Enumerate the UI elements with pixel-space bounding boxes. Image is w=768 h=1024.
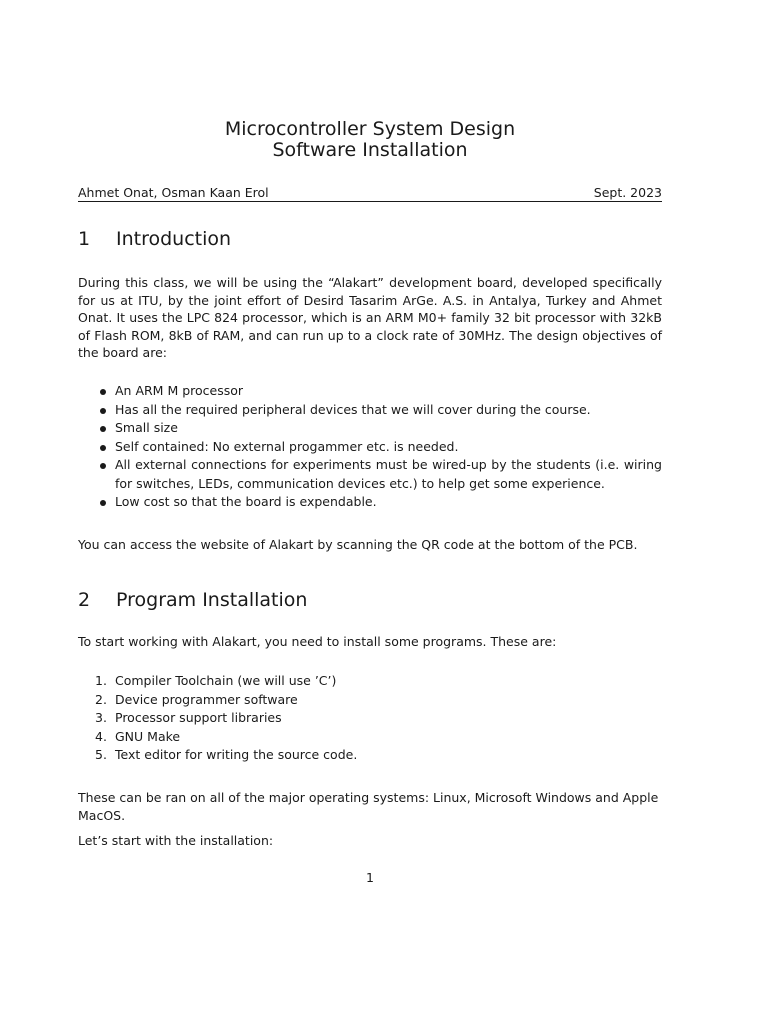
section-title: Program Installation bbox=[116, 589, 308, 611]
start-paragraph: Let’s start with the installation: bbox=[78, 833, 274, 848]
page-number: 1 bbox=[366, 870, 374, 885]
list-item: 1. Compiler Toolchain (we will use ’C’) bbox=[95, 673, 337, 688]
title-line-1: Microcontroller System Design bbox=[224, 118, 516, 140]
bullet-icon bbox=[100, 389, 106, 395]
section-title: Introduction bbox=[116, 228, 232, 250]
section-number: 1 bbox=[78, 228, 91, 250]
qr-code-paragraph: You can access the website of Alakart by scanning the QR code at the bottom of the PCB. bbox=[78, 537, 638, 552]
authors: Ahmet Onat, Osman Kaan Erol bbox=[78, 185, 269, 200]
install-intro-paragraph: To start working with Alakart, you need to install some programs. These are: bbox=[78, 634, 557, 649]
list-item: All external connections for experiments must be wired-up by the students (i.e. wiring for switches, LEDs, communication devices etc.) to help get some experience. bbox=[78, 456, 662, 493]
document-title bbox=[78, 119, 662, 161]
date: Sept. 2023 bbox=[593, 185, 662, 200]
list-item: Small size bbox=[78, 419, 662, 438]
bullet-icon bbox=[100, 426, 106, 432]
program-list bbox=[78, 672, 662, 765]
section-heading-program-installation bbox=[78, 588, 307, 612]
list-item: An ARM M processor bbox=[78, 382, 662, 401]
list-item: 3. Processor support libraries bbox=[95, 710, 282, 725]
list-item: Has all the required peripheral devices that we will cover during the course. bbox=[78, 401, 662, 420]
section-heading-introduction bbox=[78, 227, 231, 251]
bullet-icon bbox=[100, 500, 106, 506]
bullet-icon bbox=[100, 445, 106, 451]
list-item: Low cost so that the board is expendable. bbox=[78, 493, 662, 512]
bullet-icon bbox=[100, 463, 106, 469]
bullet-icon bbox=[100, 408, 106, 414]
title-line-2: Software Installation bbox=[272, 139, 468, 161]
design-objectives-list bbox=[78, 382, 662, 512]
os-paragraph: These can be ran on all of the major operating systems: Linux, Microsoft Windows and Apple MacOS. bbox=[78, 790, 659, 823]
list-item: 4. GNU Make bbox=[95, 728, 181, 744]
list-item: 2. Device programmer software bbox=[95, 691, 298, 707]
list-item: 5. Text editor for writing the source code. bbox=[95, 747, 358, 762]
list-item: Self contained: No external progammer etc. is needed. bbox=[78, 438, 662, 457]
intro-paragraph: During this class, we will be using the “Alakart” development board, developed specifically for us at ITU, by the joint effort of Desird Tasarim ArGe. A.S. in Antalya, Turkey and Ahmet Onat. It uses the LPC 824 processor, which is an ARM M0+ family 32 bit processor with 32kB of Flash ROM, 8kB of RAM, and can run up to a clock rate of 30MHz. The design objectives of the board are: bbox=[78, 275, 662, 360]
section-number: 2 bbox=[78, 589, 91, 611]
author-date-row bbox=[78, 184, 662, 202]
